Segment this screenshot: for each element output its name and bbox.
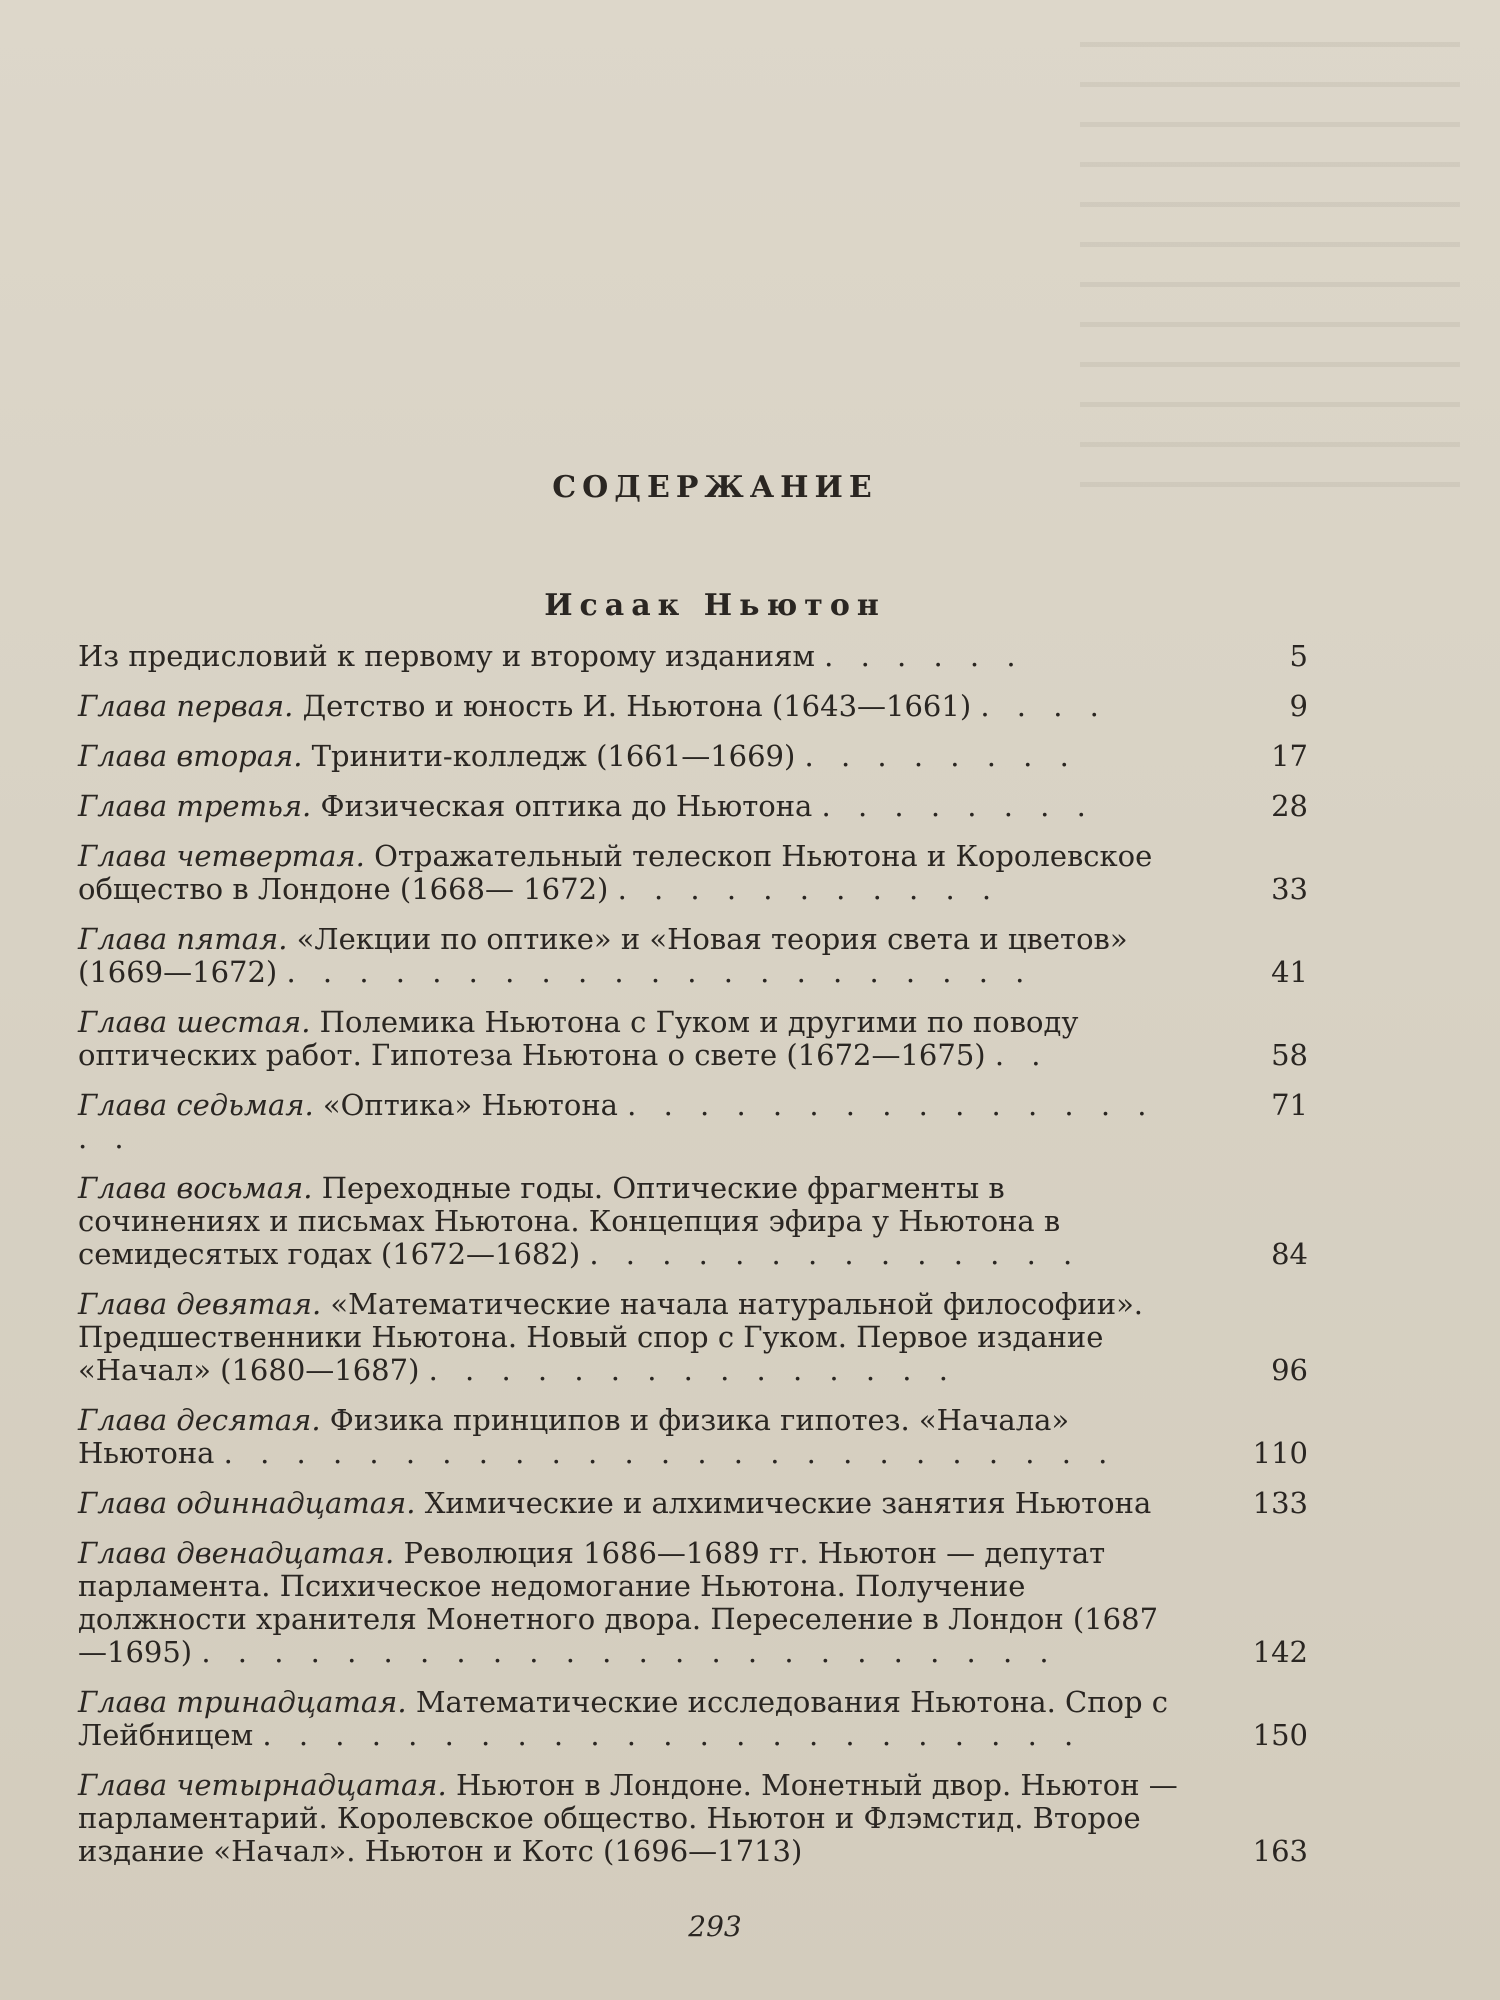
- toc-page-number: 142: [1252, 1635, 1308, 1669]
- toc-entry: Глава шестая. Полемика Ньютона с Гуком и другими по поводу оптических работ. Гипотеза Ньютона о свете (1672—1675) . . 58: [78, 1005, 1308, 1072]
- toc-page-number: 41: [1271, 955, 1308, 989]
- author-heading: Исаак Ньютон: [544, 588, 886, 623]
- toc-entry: Глава вторая. Тринити-колледж (1661—1669) . . . . . . . . 17: [78, 739, 1308, 773]
- table-of-contents: [78, 640, 1308, 1885]
- contents-title: СОДЕРЖАНИЕ: [552, 470, 878, 505]
- toc-entry: Глава десятая. Физика принципов и физика гипотез. «Начала» Ньютона . . . . . . . . . . . . . . . . . . . . . . . . . 110: [78, 1403, 1308, 1470]
- page-number: 293: [688, 1910, 742, 1943]
- toc-entry: Глава первая. Детство и юность И. Ньютона (1643—1661) . . . . 9: [78, 689, 1308, 723]
- toc-entry: Глава одиннадцатая. Химические и алхимические занятия Ньютона 133: [78, 1486, 1308, 1520]
- toc-entry: Глава восьмая. Переходные годы. Оптические фрагменты в сочинениях и письмах Ньютона. Концепция эфира у Ньютона в семидесятых годах (1672—1682) . . . . . . . . . . . . . . 84: [78, 1171, 1308, 1271]
- toc-entry: Глава третья. Физическая оптика до Ньютона . . . . . . . . 28: [78, 789, 1308, 823]
- toc-page-number: 71: [1271, 1088, 1308, 1122]
- toc-entry: Глава девятая. «Математические начала натуральной философии». Предшественники Ньютона. Новый спор с Гуком. Первое издание «Начал» (1680—1687) . . . . . . . . . . . . . . . 96: [78, 1287, 1308, 1387]
- toc-page-number: 84: [1271, 1237, 1308, 1271]
- toc-entry: Глава тринадцатая. Математические исследования Ньютона. Спор с Лейбницем . . . . . . . . . . . . . . . . . . . . . . . 150: [78, 1685, 1308, 1752]
- toc-page-number: 133: [1252, 1486, 1308, 1520]
- toc-page-number: 33: [1271, 872, 1308, 906]
- toc-page-number: 17: [1271, 739, 1308, 773]
- toc-page-number: 150: [1252, 1718, 1308, 1752]
- toc-entry: Глава двенадцатая. Революция 1686—1689 гг. Ньютон — депутат парламента. Психическое недомогание Ньютона. Получение должности хранителя Монетного двора. Переселение в Лондон (1687—1695) . . . . . . . . . . . . . . . . . . . . . . . . 142: [78, 1536, 1308, 1669]
- toc-page-number: 110: [1252, 1436, 1308, 1470]
- toc-page-number: 9: [1289, 689, 1308, 723]
- toc-entry: Глава пятая. «Лекции по оптике» и «Новая теория света и цветов» (1669—1672) . . . . . . . . . . . . . . . . . . . . . 41: [78, 922, 1308, 989]
- bleed-through-text: [1080, 20, 1460, 490]
- toc-page-number: 163: [1252, 1834, 1308, 1868]
- toc-page-number: 58: [1271, 1038, 1308, 1072]
- toc-page-number: 5: [1289, 639, 1308, 673]
- toc-page-number: 28: [1271, 789, 1308, 823]
- toc-page-number: 96: [1271, 1353, 1308, 1387]
- toc-entry: Из предисловий к первому и второму изданиям . . . . . . 5: [78, 639, 1308, 673]
- toc-entry: Глава седьмая. «Оптика» Ньютона . . . . . . . . . . . . . . . . . 71: [78, 1088, 1308, 1155]
- toc-entry: Глава четвертая. Отражательный телескоп Ньютона и Королевское общество в Лондоне (1668— 1672) . . . . . . . . . . . 33: [78, 839, 1308, 906]
- toc-entry: Глава четырнадцатая. Ньютон в Лондоне. Монетный двор. Ньютон — парламентарий. Королевское общество. Ньютон и Флэмстид. Второе издание «Начал». Ньютон и Котс (1696—1713) 163: [78, 1768, 1308, 1868]
